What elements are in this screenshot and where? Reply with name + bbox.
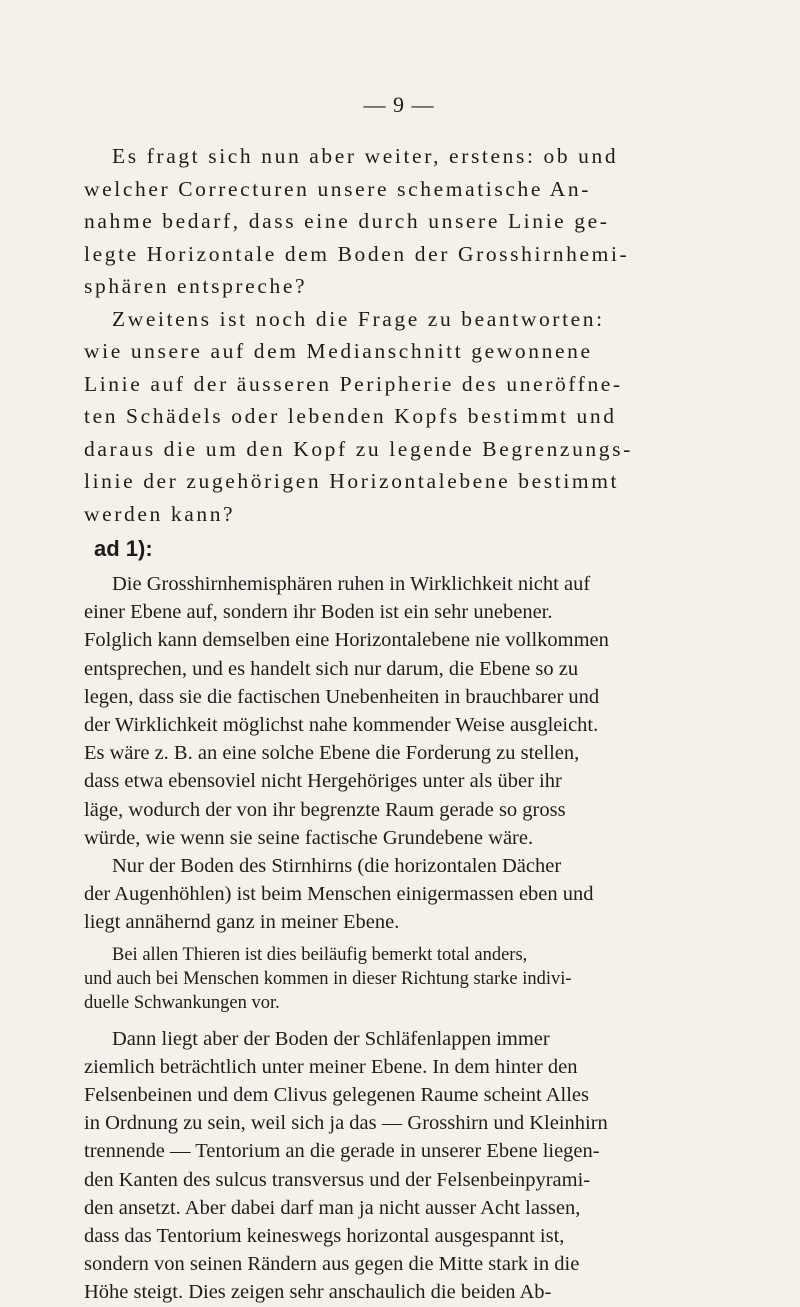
text-line: dass etwa ebensoviel nicht Hergehöriges unter als über ihr — [84, 770, 562, 793]
page — [84, 92, 714, 1307]
text-line: und auch bei Menschen kommen in dieser Richtung starke indivi- — [84, 968, 572, 989]
text-line: liegt annähernd ganz in meiner Ebene. — [84, 911, 400, 934]
text-line: Es wäre z. B. an eine solche Ebene die Forderung zu stellen, — [84, 742, 580, 765]
text-line: duelle Schwankungen vor. — [84, 992, 280, 1013]
text-line: Folglich kann demselben eine Horizontalebene nie vollkommen — [84, 629, 609, 652]
text-line: Dann liegt aber der Boden der Schläfenlappen immer — [112, 1027, 550, 1050]
body-paragraph-1 — [84, 570, 714, 852]
text-line: sphären entspreche? — [84, 274, 308, 298]
text-line: entsprechen, und es handelt sich nur darum, die Ebene so zu — [84, 657, 579, 680]
text-line: wie unsere auf dem Medianschnitt gewonnene — [84, 339, 593, 363]
text-line: Bei allen Thieren ist dies beiläufig bemerkt total anders, — [112, 944, 528, 965]
text-line: ten Schädels oder lebenden Kopfs bestimmt und — [84, 404, 617, 428]
text-line: werden kann? — [84, 501, 236, 526]
text-line: legen, dass sie die factischen Unebenheiten in brauchbarer und — [84, 685, 600, 708]
questions-paragraph-1 — [84, 140, 714, 303]
note-paragraph — [84, 943, 714, 1015]
questions-paragraph-2 — [84, 303, 714, 531]
text-line: Nur der Boden des Stirnhirns (die horizontalen Dächer — [112, 855, 562, 878]
text-line: ziemlich beträchtlich unter meiner Ebene. In dem hinter den — [84, 1055, 578, 1078]
text-line: nahme bedarf, dass eine durch unsere Linie ge- — [84, 209, 610, 233]
text-line: läge, wodurch der von ihr begrenzte Raum gerade so gross — [84, 798, 566, 821]
text-line: würde, wie wenn sie seine factische Grundebene wäre. — [84, 826, 534, 849]
page-number: — 9 — — [363, 92, 435, 117]
text-line: Die Grosshirnhemisphären ruhen in Wirklichkeit nicht auf — [112, 573, 591, 595]
text-line: dass das Tentorium keineswegs horizontal ausgespannt ist, — [84, 1225, 565, 1248]
text-line: den Kanten des sulcus transversus und der Felsenbeinpyrami- — [84, 1168, 591, 1191]
text-line: welcher Correcturen unsere schematische An- — [84, 176, 591, 201]
text-line: Es fragt sich nun aber weiter, erstens: ob und — [112, 144, 619, 168]
text-line: in Ordnung zu sein, weil sich ja das — Grosshirn und Kleinhirn — [84, 1112, 608, 1135]
text-line: Linie auf der äusseren Peripherie des uneröffne- — [84, 371, 623, 396]
body-paragraph-3 — [84, 1025, 714, 1307]
text-line: der Augenhöhlen) ist beim Menschen einigermassen eben und — [84, 883, 594, 906]
section-heading: ad 1): — [94, 536, 153, 561]
text-line: den ansetzt. Aber dabei darf man ja nicht ausser Acht lassen, — [84, 1196, 581, 1219]
text-line: sondern von seinen Rändern aus gegen die Mitte stark in die — [84, 1253, 580, 1276]
text-line: der Wirklichkeit möglichst nahe kommender Weise ausgleicht. — [84, 714, 599, 737]
text-line: daraus die um den Kopf zu legende Begrenzungs- — [84, 436, 633, 461]
text-line: Höhe steigt. Dies zeigen sehr anschaulich die beiden Ab- — [84, 1281, 552, 1304]
text-line: Zweitens ist noch die Frage zu beantworten: — [112, 306, 605, 331]
text-line: trennende — Tentorium an die gerade in unserer Ebene liegen- — [84, 1140, 600, 1163]
text-line: legte Horizontale dem Boden der Grosshirnhemi- — [84, 241, 630, 266]
text-line: einer Ebene auf, sondern ihr Boden ist ein sehr unebener. — [84, 601, 553, 624]
text-line: Felsenbeinen und dem Clivus gelegenen Raume scheint Alles — [84, 1084, 589, 1107]
text-line: linie der zugehörigen Horizontalebene bestimmt — [84, 469, 620, 493]
body-paragraph-2 — [84, 852, 714, 937]
